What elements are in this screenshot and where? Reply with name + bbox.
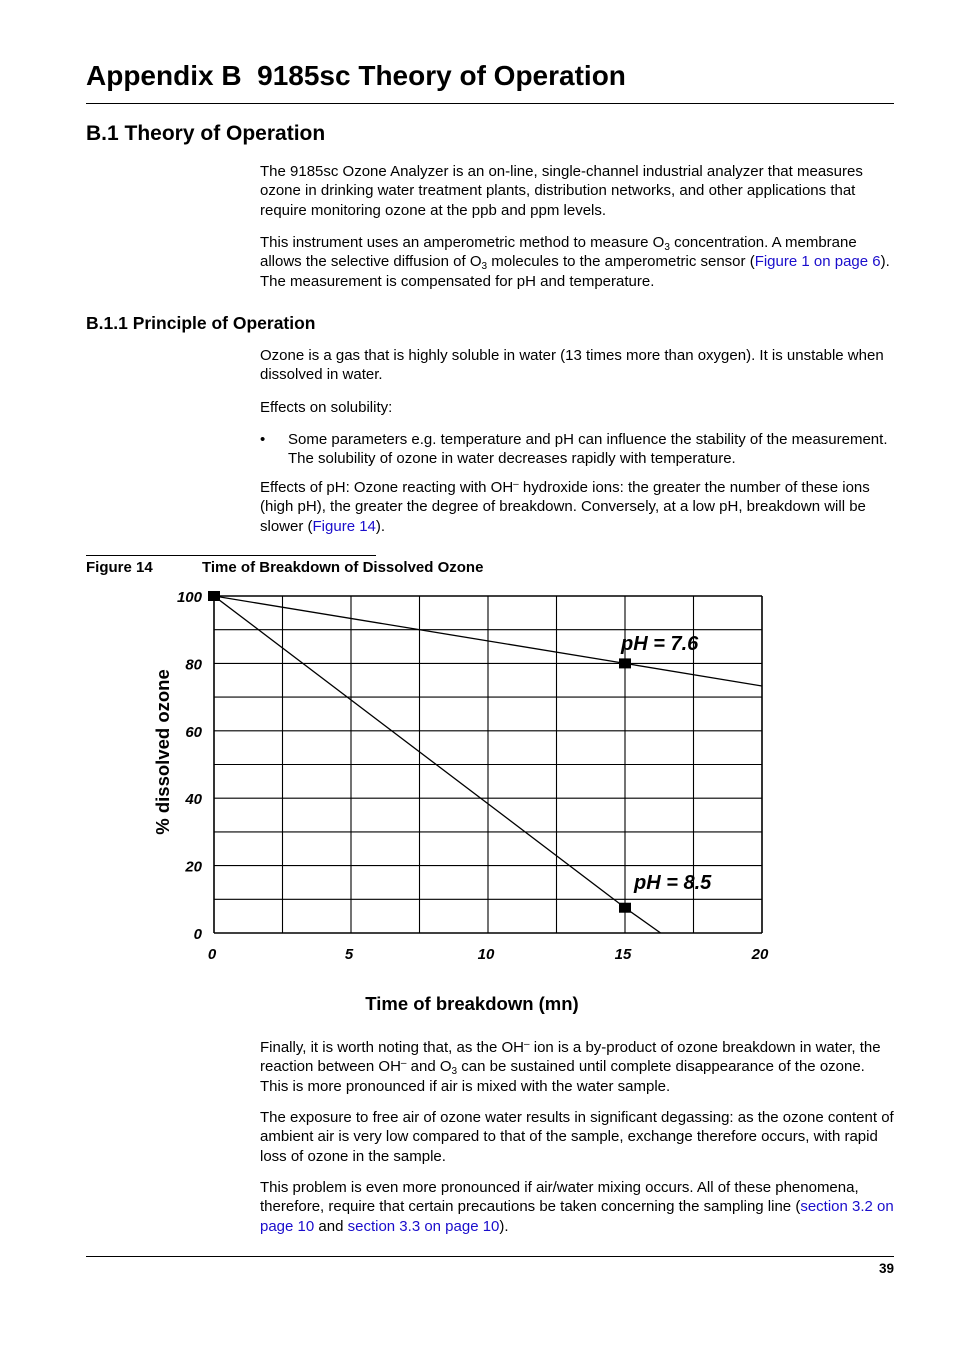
text-run: can be sustained until complete disappearance of the ozone. This is more pronounced if air is mixed with the water sample. [260, 1058, 865, 1095]
y-tick-label: 20 [185, 858, 202, 876]
figure-label: Figure 14 [86, 559, 153, 576]
text-run: ). The measurement is compensated for pH and temperature. [260, 253, 890, 290]
figure-rule [86, 555, 376, 556]
subscript: 3 [481, 261, 488, 273]
text-run: and [314, 1217, 348, 1235]
closing-paragraph-1 [260, 1038, 896, 1096]
text-run: ). [499, 1217, 509, 1235]
figure-1-link[interactable]: Figure 1 on page 6 [754, 253, 881, 271]
y-tick-label: 100 [176, 589, 202, 606]
superscript: – [524, 1039, 530, 1050]
data-point-marker [619, 658, 631, 668]
chapter-title: 9185sc Theory of Operation [257, 60, 626, 91]
footer-rule [86, 1256, 894, 1257]
series-label: pH = 8.5 [634, 872, 712, 894]
heading-rule [86, 103, 894, 104]
effects-solubility-paragraph: Effects on solubility: [260, 399, 393, 416]
figure-14-link[interactable]: Figure 14 [312, 517, 376, 535]
section-3-2-link[interactable]: section 3.2 on page 10 [260, 1198, 894, 1235]
subscript: 3 [664, 242, 670, 253]
x-tick-label: 0 [207, 946, 217, 963]
subsection-title: B.1.1 Principle of Operation [86, 313, 316, 333]
y-axis-label: % dissolved ozone [152, 669, 173, 835]
y-tick-label: 40 [185, 791, 202, 809]
y-tick-label: 0 [193, 926, 202, 943]
text-run: ion is a by-product of ozone breakdown in water, the reaction between OH [260, 1039, 881, 1076]
closing-paragraph-3 [260, 1178, 896, 1236]
x-tick-label: 5 [344, 946, 354, 963]
superscript: – [400, 1058, 407, 1070]
y-tick-label: 60 [185, 723, 202, 741]
y-tick-label: 80 [185, 656, 202, 674]
text-run: This instrument uses an amperometric method to measure O [260, 234, 665, 251]
series-label: pH = 7.6 [621, 633, 699, 655]
intro-paragraph: The 9185sc Ozone Analyzer is an on-line, single-channel industrial analyzer that measures ozone in drinking water treatment plants, distribution networks, and other applications that require monitoring ozone at the ppb and ppm levels. [260, 163, 863, 219]
text-run: Effects of pH: Ozone reacting with OH [260, 479, 514, 496]
text-run: ). [375, 517, 386, 535]
text-run: Finally, it is worth noting that, as the OH [260, 1039, 525, 1056]
bullet-item: Some parameters e.g. temperature and pH can influence the stability of the measurement. The solubility of ozone in water decreases rapidly with temperature. [288, 431, 888, 468]
closing-paragraph-2: The exposure to free air of ozone water results in significant degassing: as the ozone content of ambient air is very low compared to that of the sample, exchange therefore occurs, with rapid loss of ozone in the sample. [260, 1109, 894, 1165]
method-paragraph [260, 233, 896, 291]
chapter-label: Appendix B [86, 60, 242, 91]
effects-ph-paragraph [260, 478, 896, 536]
bullet-marker: • [260, 431, 266, 448]
subscript: 3 [451, 1066, 458, 1078]
x-tick-label: 10 [477, 946, 495, 963]
superscript: – [513, 479, 519, 490]
x-tick-label: 15 [614, 946, 632, 963]
ozone-breakdown-chart [0, 580, 954, 1020]
data-point-marker [619, 903, 631, 913]
section-title: B.1 Theory of Operation [86, 122, 326, 145]
figure-title: Time of Breakdown of Dissolved Ozone [202, 559, 484, 576]
section-3-3-link[interactable]: section 3.3 on page 10 [347, 1217, 500, 1235]
text-run: concentration. A membrane allows the selective diffusion of O [260, 234, 857, 271]
text-run: molecules to the amperometric sensor ( [487, 253, 755, 271]
page-number: 39 [878, 1261, 894, 1276]
x-tick-label: 20 [751, 946, 769, 963]
text-run: and O [406, 1058, 452, 1076]
ozone-paragraph: Ozone is a gas that is highly soluble in water (13 times more than oxygen). It is unstable when dissolved in water. [260, 347, 884, 384]
x-axis-label: Time of breakdown (mn) [365, 993, 579, 1014]
text-run: hydroxide ions: the greater the number of these ions (high pH), the greater the degree of breakdown. Conversely, at a low pH, breakdown will be slower ( [260, 479, 870, 535]
text-run: This problem is even more pronounced if air/water mixing occurs. All of these phenomena, therefore, require that certain precautions be taken concerning the sampling line ( [260, 1179, 859, 1216]
chapter-heading [86, 60, 626, 92]
